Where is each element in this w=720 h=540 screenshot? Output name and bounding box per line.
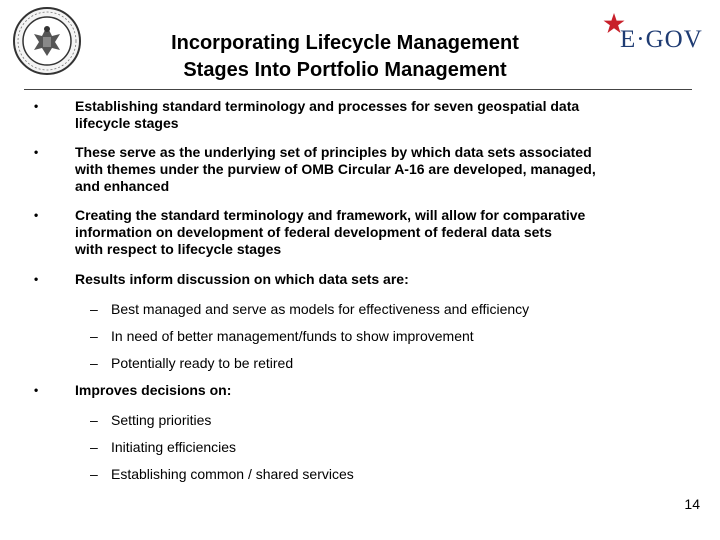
sub-item-text: Potentially ready to be retired [111,355,294,371]
bullet-item-3 [0,207,675,258]
slide-title [100,30,590,84]
sub-item-text: Best managed and serve as models for effectiveness and efficiency [111,301,530,317]
sub-item [0,466,720,483]
bullet-dot-icon: • [34,145,39,159]
sub-item [0,439,720,456]
bullet-dot-icon: • [34,272,39,286]
sub-item-text: Setting priorities [111,412,212,428]
dash-icon: – [90,328,98,344]
title-line-2: Stages Into Portfolio Management [183,59,507,81]
bullet-list [0,98,720,483]
title-divider [24,89,692,90]
sub-item [0,355,720,372]
sub-item [0,328,720,345]
presidential-seal-logo [12,6,82,76]
dash-icon: – [90,355,98,371]
bullet-item-5 [0,382,675,399]
bullet-item-1 [0,98,675,132]
dash-icon: – [90,301,98,317]
egov-logo-text: E·GOV [620,26,703,53]
sub-item-text: Establishing common / shared services [111,466,354,482]
dash-icon: – [90,412,98,428]
bullet-text: Improves decisions on: [75,382,232,398]
bullet-text: Results inform discussion on which data sets are: [75,271,409,287]
bullet-item-2 [0,144,675,195]
sub-item-text: Initiating efficiencies [111,439,237,455]
bullet-text: These serve as the underlying set of principles by which data sets associated with themes under the purview of OMB Circular A-16 are developed, managed, and enhanced [75,144,596,194]
sub-item [0,301,720,318]
bullet-text: Establishing standard terminology and processes for seven geospatial data lifecycle stages [75,98,580,131]
bullet-dot-icon: • [34,99,39,113]
sub-item [0,412,720,429]
title-line-1: Incorporating Lifecycle Management [171,32,519,54]
seal-icon [12,6,82,76]
dash-icon: – [90,439,98,455]
bullet-item-4 [0,271,675,288]
dash-icon: – [90,466,98,482]
bullet-dot-icon: • [34,383,39,397]
bullet-dot-icon: • [34,208,39,222]
sub-item-text: In need of better management/funds to show improvement [111,328,474,344]
bullet-text: Creating the standard terminology and framework, will allow for comparative information on development of federal development of federal data sets with respect to lifecycle stages [75,207,586,257]
egov-logo [600,12,703,58]
page-number: 14 [684,496,700,512]
